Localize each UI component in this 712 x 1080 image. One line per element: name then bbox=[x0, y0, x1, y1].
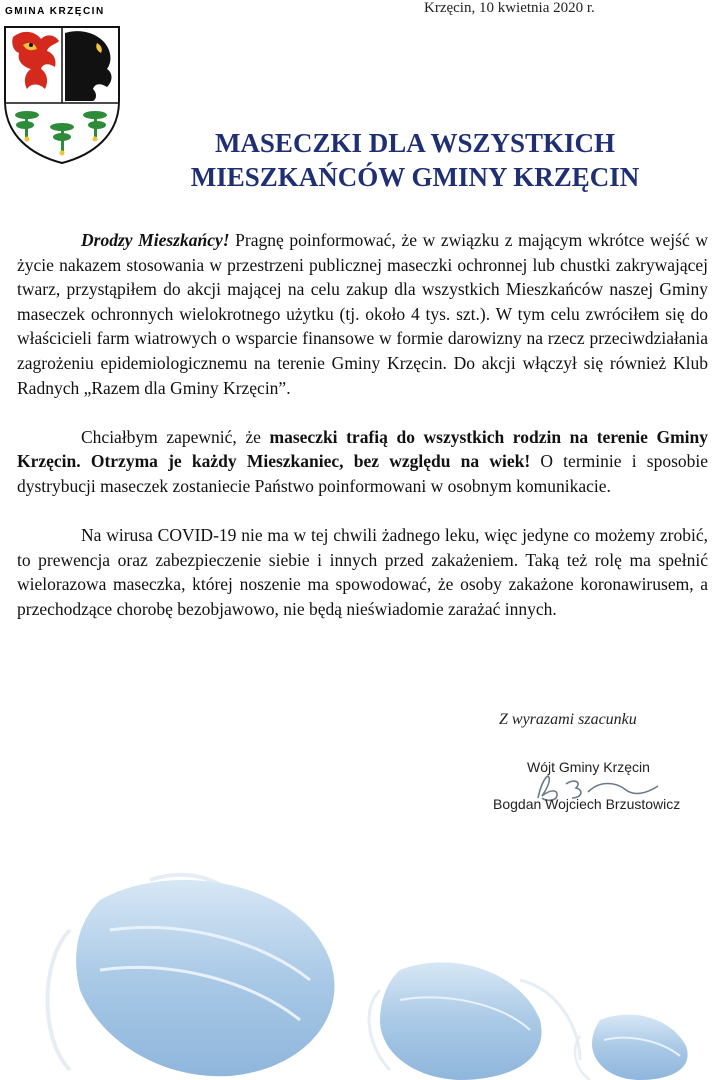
signatory-name: Bogdan Wojciech Brzustowicz bbox=[493, 796, 681, 812]
paragraph-2-emphasis: maseczki trafią do wszystkich rodzin na terenie Gminy Krzęcin. Otrzyma je każdy Mieszkaniec, bez względu na wiek! bbox=[17, 426, 708, 472]
letter-body bbox=[17, 228, 708, 646]
page-title bbox=[130, 126, 700, 194]
mask-small-icon bbox=[575, 1015, 688, 1080]
paragraph-3: Na wirusa COVID-19 nie ma w tej chwili żadnego leku, więc jedyne co możemy zrobić, to prewencja oraz zabezpieczenie siebie i innych przed zakażeniem. Taką też rolę ma spełnić wielorazowa maseczka, której noszenie ma spowodować, że osoby zakażone koronawirusem, a przechodzące chorobę bezobjawowo, nie będą nieświadomie zarażać innych. bbox=[17, 525, 708, 619]
paragraph-2 bbox=[17, 425, 708, 499]
title-line-2: MIESZKAŃCÓW GMINY KRZĘCIN bbox=[190, 162, 640, 192]
mask-medium-icon bbox=[369, 962, 580, 1080]
paragraph-1 bbox=[17, 228, 708, 400]
paragraph-2-text-a: Chciałbym zapewnić, że bbox=[81, 426, 270, 447]
closing-phrase: Z wyrazami szacunku bbox=[499, 711, 637, 728]
signatory-title: Wójt Gminy Krzęcin bbox=[527, 759, 650, 775]
crest-label: GMINA KRZĘCIN bbox=[5, 6, 105, 17]
title-line-1: MASECZKI DLA WSZYSTKICH bbox=[214, 128, 616, 158]
coat-of-arms-icon bbox=[1, 23, 123, 166]
letter-date: Krzęcin, 10 kwietnia 2020 r. bbox=[424, 0, 595, 16]
face-masks-illustration bbox=[0, 840, 712, 1080]
paragraph-1-text: Pragnę poinformować, że w związku z mającym wkrótce wejść w życie nakazem stosowania w przestrzeni publicznej maseczki ochronnej lub chustki zakrywającej twarz, przystąpiłem do akcji mającej na celu zakup dla wszystkich Mieszkańców naszej Gminy maseczek ochronnych wielokrotnego użytku (tj. około 4 tys. szt.). W tym celu zwróciłem się do właścicieli farm wiatrowych o wsparcie finansowe w formie darowizny na rzecz przeciwdziałania zagrożeniu epidemiologicznemu na terenie Gminy Krzęcin. Do akcji włączył się również Klub Radnych „Razem dla Gminy Krzęcin”. bbox=[17, 230, 709, 398]
mask-large-icon bbox=[48, 875, 335, 1076]
paragraph-2-text-b: O terminie i sposobie dystrybucji maseczek zostaniecie Państwo poinformowani w osobnym komunikacie. bbox=[17, 451, 709, 496]
greeting: Drodzy Mieszkańcy! bbox=[81, 230, 230, 250]
